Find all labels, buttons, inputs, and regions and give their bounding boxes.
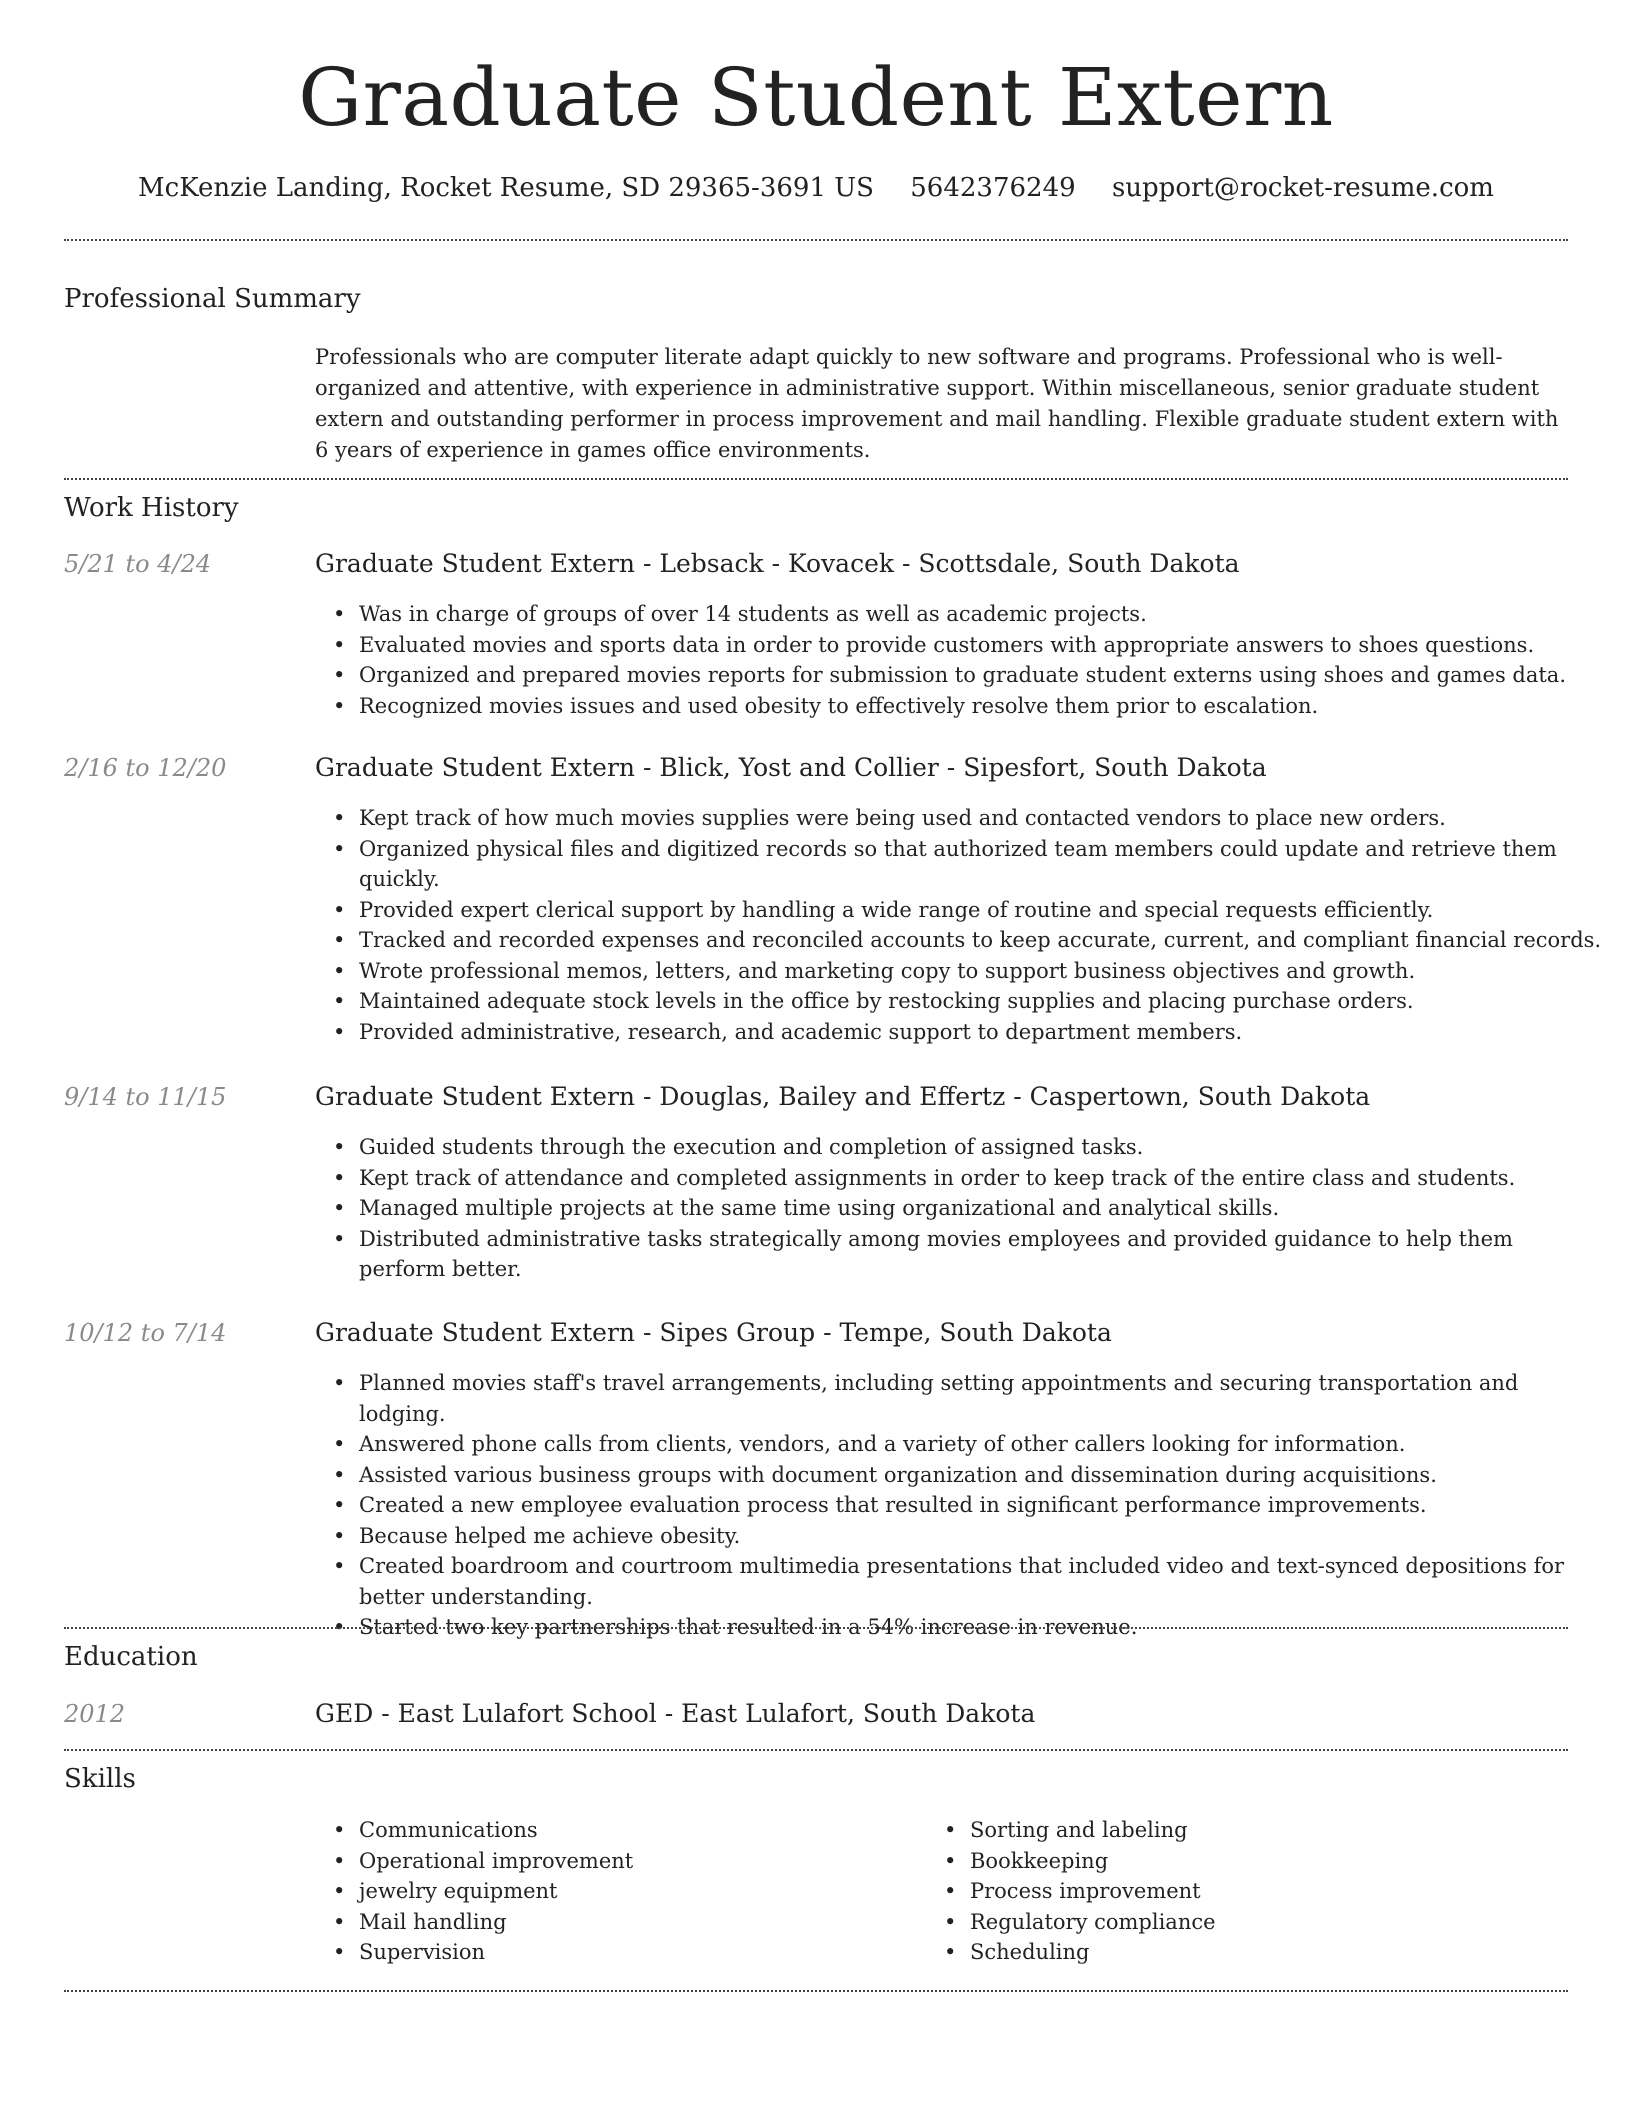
job-bullets: [315, 599, 1604, 721]
skill-item: • Process improvement: [970, 1876, 1530, 1907]
list-item: • Evaluated movies and sports data in order to provide customers with appropriate answers to shoes questions.: [359, 630, 1604, 661]
skill-item: • Bookkeeping: [970, 1846, 1530, 1877]
contact-line: [64, 170, 1568, 206]
summary-text: Professionals who are computer literate adapt quickly to new software and programs. Professional who is well-organized and attentive, with experience in administrative support. Within miscellaneous, senior graduate student extern and outstanding performer in process improvement and mail handling. Flexible graduate student extern with 6 years of experience in games office environments.: [315, 345, 1559, 462]
skills-list-left: [315, 1815, 919, 1968]
job-bullets: [315, 1368, 1604, 1643]
job-dates: 9/14 to 11/15: [64, 1083, 227, 1111]
skill-item: • Operational improvement: [359, 1846, 919, 1877]
section-divider: [64, 1990, 1568, 1992]
list-item: • Organized and prepared movies reports for submission to graduate student externs using shoes and games data.: [359, 660, 1604, 691]
section-divider: [64, 239, 1568, 241]
list-item: • Maintained adequate stock levels in the office by restocking supplies and placing purchase orders.: [359, 986, 1604, 1017]
list-item: • Recognized movies issues and used obesity to effectively resolve them prior to escalation.: [359, 691, 1604, 722]
section-divider: [64, 1749, 1568, 1751]
job-dates: 10/12 to 7/14: [64, 1319, 227, 1347]
list-item: • Answered phone calls from clients, vendors, and a variety of other callers looking for information.: [359, 1429, 1604, 1460]
list-item: • Kept track of how much movies supplies were being used and contacted vendors to place new orders.: [359, 803, 1604, 834]
job-bullets: [315, 803, 1604, 1047]
list-item: • Guided students through the execution and completion of assigned tasks.: [359, 1132, 1604, 1163]
list-item: • Kept track of attendance and completed assignments in order to keep track of the entire class and students.: [359, 1163, 1604, 1194]
job-bullets: [315, 1132, 1604, 1285]
list-item: • Because helped me achieve obesity.: [359, 1521, 1604, 1552]
job-heading: Graduate Student Extern - Douglas, Bailey and Effertz - Caspertown, South Dakota: [315, 1082, 1371, 1111]
list-item: • Created a new employee evaluation process that resulted in significant performance improvements.: [359, 1490, 1604, 1521]
list-item: • Wrote professional memos, letters, and marketing copy to support business objectives and growth.: [359, 956, 1604, 987]
list-item: • Tracked and recorded expenses and reconciled accounts to keep accurate, current, and compliant financial records.: [359, 925, 1604, 956]
section-title-work-history: Work History: [64, 493, 239, 523]
skill-item: • Regulatory compliance: [970, 1907, 1530, 1938]
job-dates: 5/21 to 4/24: [64, 550, 212, 578]
list-item: • Managed multiple projects at the same time using organizational and analytical skills.: [359, 1193, 1604, 1224]
job-dates: 2/16 to 12/20: [64, 754, 227, 782]
job-heading: Graduate Student Extern - Lebsack - Kovacek - Scottsdale, South Dakota: [315, 549, 1240, 578]
section-title-summary: Professional Summary: [64, 284, 361, 314]
job-heading: Graduate Student Extern - Blick, Yost and Collier - Sipesfort, South Dakota: [315, 753, 1267, 782]
contact-address: McKenzie Landing, Rocket Resume, SD 29365-3691 US: [138, 173, 874, 203]
list-item: • Provided expert clerical support by handling a wide range of routine and special requests efficiently.: [359, 895, 1604, 926]
skill-item: • Communications: [359, 1815, 919, 1846]
list-item: • Provided administrative, research, and academic support to department members.: [359, 1017, 1604, 1048]
section-divider: [64, 478, 1568, 480]
list-item: • Started two key partnerships that resulted in a 54% increase in revenue.: [359, 1612, 1604, 1643]
resume-title: Graduate Student Extern: [298, 51, 1334, 144]
skills-list-right: [926, 1815, 1530, 1968]
education-heading: GED - East Lulafort School - East Lulafort, South Dakota: [315, 1699, 1036, 1728]
skill-item: • Mail handling: [359, 1907, 919, 1938]
list-item: • Planned movies staff's travel arrangements, including setting appointments and securing transportation and lodging.: [359, 1368, 1604, 1429]
section-title-education: Education: [64, 1642, 198, 1672]
list-item: • Assisted various business groups with document organization and dissemination during acquisitions.: [359, 1460, 1604, 1491]
skill-item: • Scheduling: [970, 1937, 1530, 1968]
list-item: • Created boardroom and courtroom multimedia presentations that included video and text-synced depositions for better understanding.: [359, 1551, 1604, 1612]
contact-email: support@rocket-resume.com: [1111, 173, 1494, 203]
list-item: • Organized physical files and digitized records so that authorized team members could update and retrieve them quickly.: [359, 834, 1604, 895]
education-year: 2012: [64, 1700, 126, 1728]
contact-phone: 5642376249: [910, 173, 1076, 203]
skill-item: • Supervision: [359, 1937, 919, 1968]
skill-item: • Sorting and labeling: [970, 1815, 1530, 1846]
job-heading: Graduate Student Extern - Sipes Group - Tempe, South Dakota: [315, 1318, 1112, 1347]
section-divider: [64, 1627, 1568, 1629]
section-title-skills: Skills: [64, 1764, 136, 1794]
list-item: • Was in charge of groups of over 14 students as well as academic projects.: [359, 599, 1604, 630]
list-item: • Distributed administrative tasks strategically among movies employees and provided guidance to help them perform better.: [359, 1224, 1604, 1285]
skill-item: • jewelry equipment: [359, 1876, 919, 1907]
